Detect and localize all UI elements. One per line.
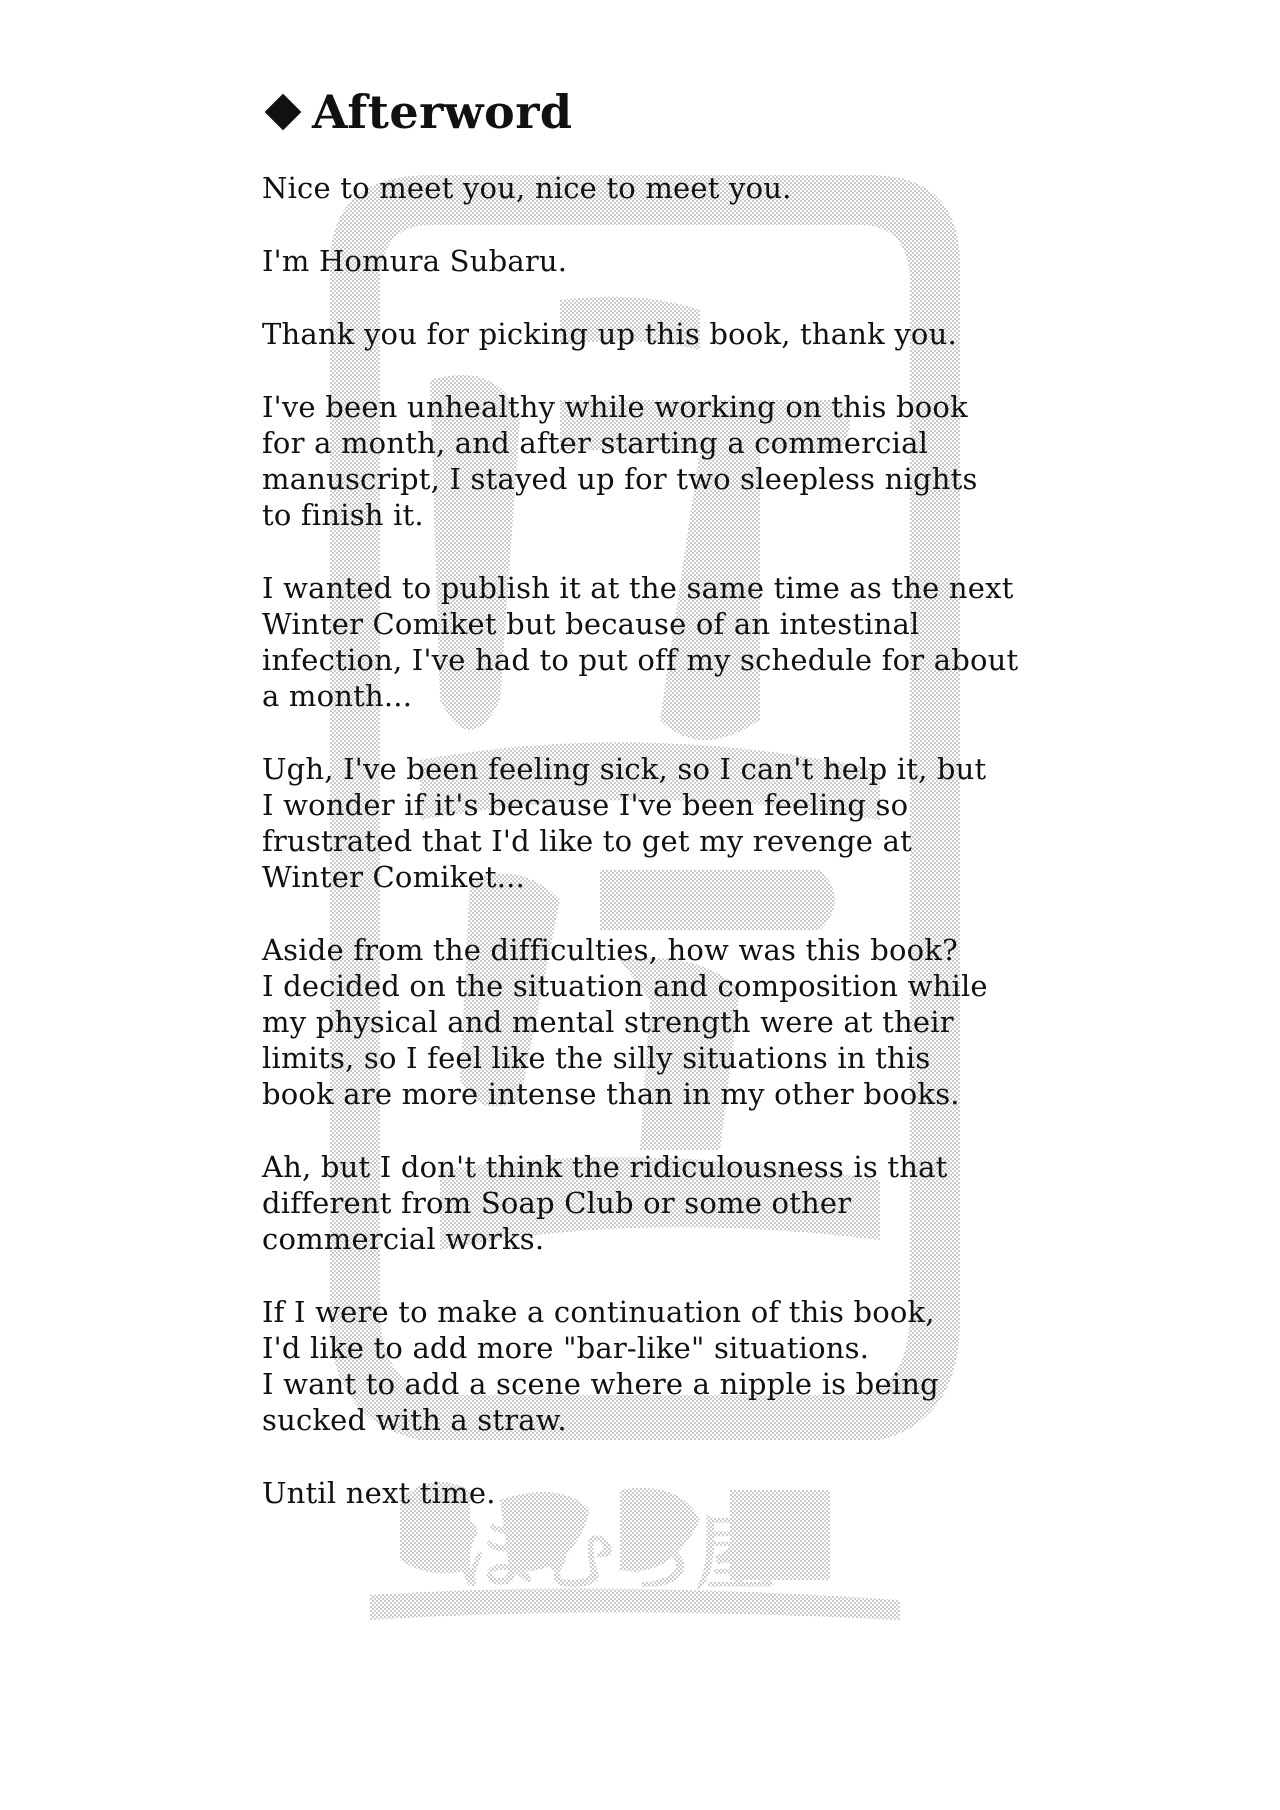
watermark-kana: ほむら屋 xyxy=(455,1507,775,1601)
text-line: sucked with a straw. xyxy=(262,1403,567,1437)
paragraph xyxy=(262,932,1062,1112)
paragraph xyxy=(262,1149,1062,1257)
text-line: different from Soap Club or some other xyxy=(262,1186,852,1220)
text-line: manuscript, I stayed up for two sleepless nights xyxy=(262,462,978,496)
paragraph xyxy=(262,243,1062,279)
diamond-icon xyxy=(265,94,302,131)
text-line: I'm Homura Subaru. xyxy=(262,244,568,278)
text-line: Thank you for picking up this book, thank you. xyxy=(262,317,957,351)
text-line: limits, so I feel like the silly situations in this xyxy=(262,1041,931,1075)
text-line: Ah, but I don't think the ridiculousness is that xyxy=(262,1150,948,1184)
text-line: Nice to meet you, nice to meet you. xyxy=(262,171,792,205)
paragraph xyxy=(262,1294,1062,1438)
text-line: I want to add a scene where a nipple is being xyxy=(262,1367,939,1401)
paragraph xyxy=(262,751,1062,895)
text-line: Until next time. xyxy=(262,1476,496,1510)
text-line: Winter Comiket but because of an intestinal xyxy=(262,607,920,641)
text-line: Ugh, I've been feeling sick, so I can't help it, but xyxy=(262,752,987,786)
text-line: a month... xyxy=(262,679,413,713)
text-line: infection, I've had to put off my schedule for about xyxy=(262,643,1019,677)
text-line: for a month, and after starting a commercial xyxy=(262,426,929,460)
afterword-heading xyxy=(262,80,1062,144)
text-line: If I were to make a continuation of this book, xyxy=(262,1295,935,1329)
text-line: to finish it. xyxy=(262,498,424,532)
text-line: frustrated that I'd like to get my revenge at xyxy=(262,824,912,858)
text-line: commercial works. xyxy=(262,1222,545,1256)
paragraph xyxy=(262,570,1062,714)
page-title: Afterword xyxy=(312,85,573,139)
afterword-page xyxy=(262,80,1062,1548)
text-line: I've been unhealthy while working on this book xyxy=(262,390,968,424)
paragraph xyxy=(262,1475,1062,1511)
text-line: Aside from the difficulties, how was this book? xyxy=(262,933,958,967)
paragraph xyxy=(262,170,1062,206)
text-line: book are more intense than in my other books. xyxy=(262,1077,960,1111)
afterword-body xyxy=(262,170,1062,1511)
text-line: I wonder if it's because I've been feeling so xyxy=(262,788,909,822)
paragraph xyxy=(262,389,1062,533)
text-line: Winter Comiket... xyxy=(262,860,526,894)
text-line: I wanted to publish it at the same time as the next xyxy=(262,571,1014,605)
text-line: my physical and mental strength were at their xyxy=(262,1005,954,1039)
text-line: I decided on the situation and composition while xyxy=(262,969,988,1003)
paragraph xyxy=(262,316,1062,352)
text-line: I'd like to add more "bar-like" situations. xyxy=(262,1331,870,1365)
